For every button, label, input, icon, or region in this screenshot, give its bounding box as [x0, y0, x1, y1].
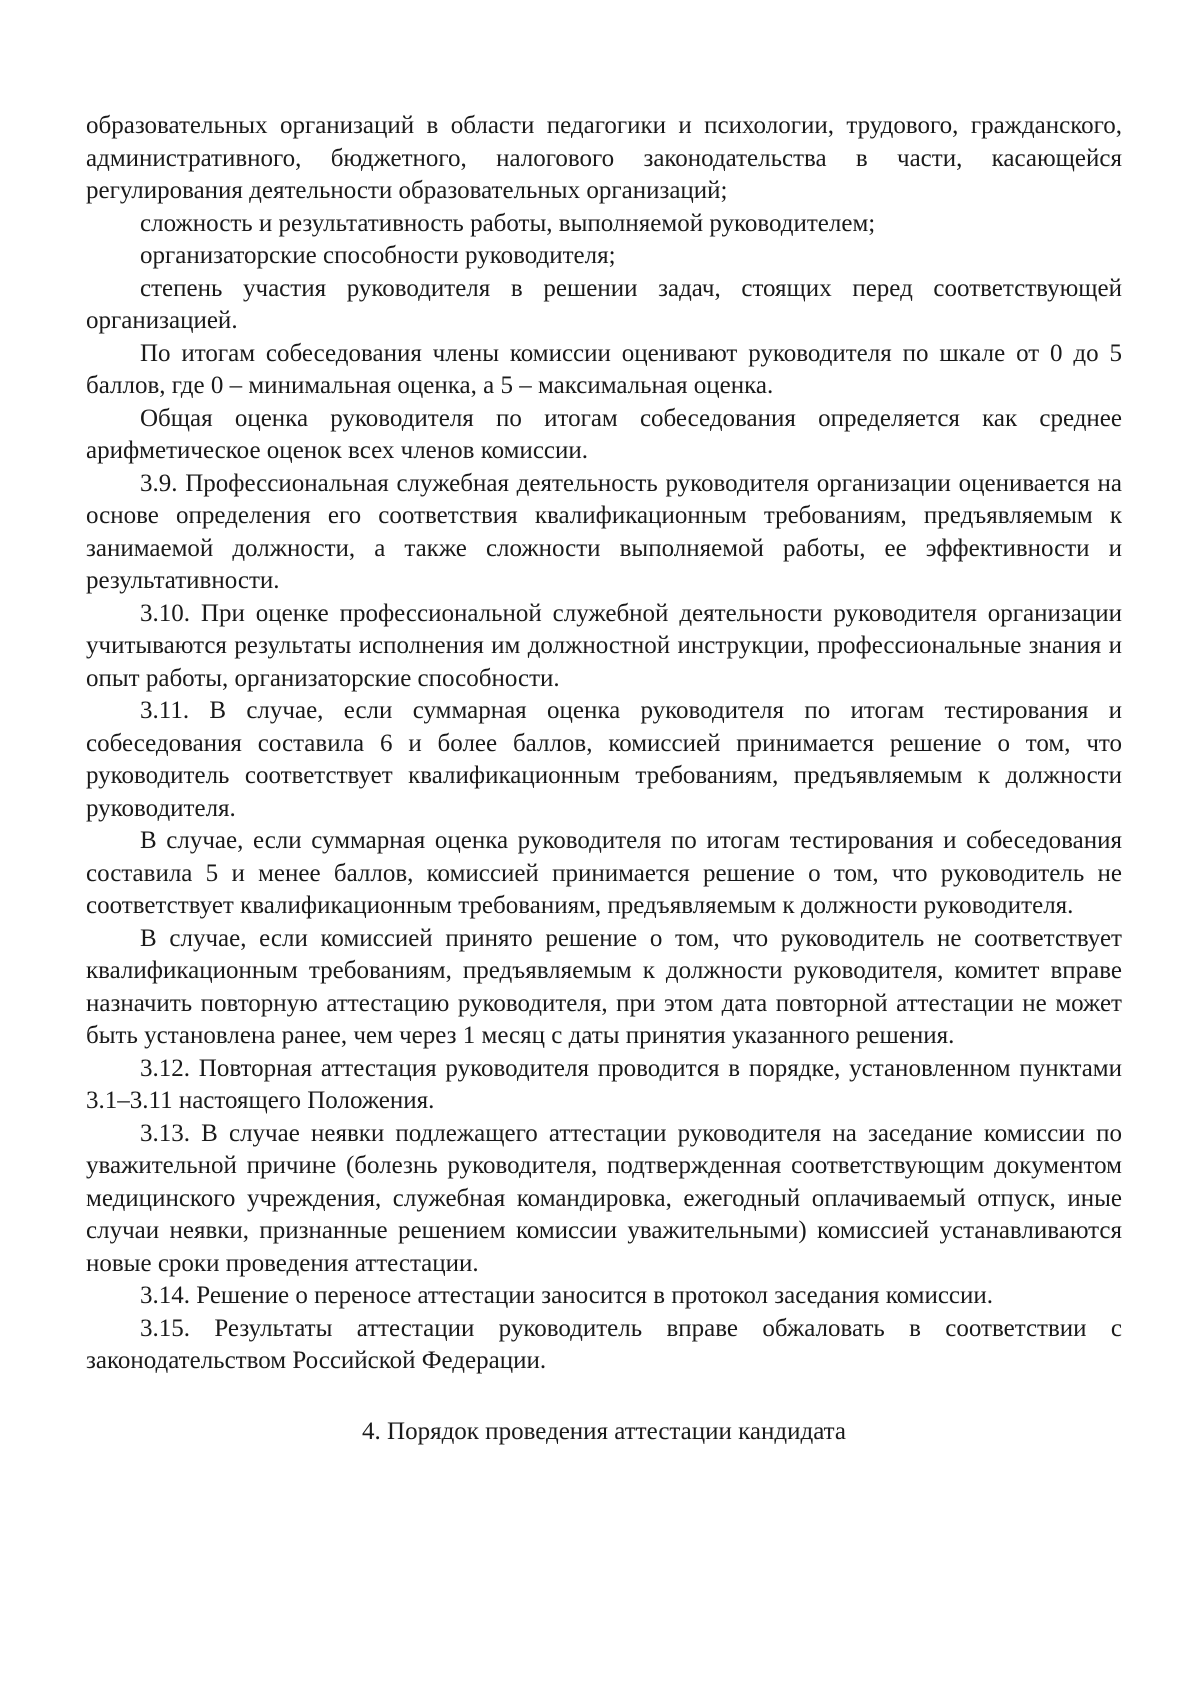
paragraph-criterion-participation: степень участия руководителя в решении задач, стоящих перед соответствующей организацией. [86, 274, 1122, 334]
paragraph-3-11-fail: В случае, если суммарная оценка руководителя по итогам тестирования и собеседования составила 5 и менее баллов, комиссией принимается решение о том, что руководитель не соответствует квалификационным требованиям, предъявляемым к должности руководителя. [86, 827, 1122, 919]
paragraph-3-9: 3.9. Профессиональная служебная деятельность руководителя организации оценивается на основе определения его соответствия квалификационным требованиям, предъявляемым к занимаемой должности, а также сложности выполняемой работы, ее эффективности и результативности. [86, 469, 1122, 594]
paragraph-3-10: 3.10. При оценке профессиональной служебной деятельности руководителя организации учитываются результаты исполнения им должностной инструкции, профессиональные знания и опыт работы, организаторские способности. [86, 599, 1122, 692]
paragraph-3-14: 3.14. Решение о переносе аттестации заносится в протокол заседания комиссии. [140, 1282, 994, 1309]
paragraph-3-11-repeat: В случае, если комиссией принято решение о том, что руководитель не соответствует квалификационным требованиям, предъявляемым к должности руководителя, комитет вправе назначить повторную аттестацию руководителя, при этом дата повторной аттестации не может быть установлена ранее, чем через 1 месяц с даты принятия указанного решения. [86, 924, 1122, 1049]
document-page [86, 110, 1122, 1448]
paragraph-3-13: 3.13. В случае неявки подлежащего аттестации руководителя на заседание комиссии по уважительной причине (болезнь руководителя, подтвержденная соответствующим документом медицинского учреждения, служебная командировка, ежегодный оплачиваемый отпуск, иные случаи неявки, признанные решением комиссии уважительными) комиссией устанавливаются новые сроки проведения аттестации. [86, 1119, 1122, 1277]
paragraph-criterion-organizational: организаторские способности руководителя; [140, 242, 616, 269]
paragraph-continuation: образовательных организаций в области педагогики и психологии, трудового, гражданского, административного, бюджетного, налогового законодательства в части, касающейся регулирования деятельности образовательных организаций; [86, 112, 1122, 204]
paragraph-3-15: 3.15. Результаты аттестации руководитель вправе обжаловать в соответствии с законодательством Российской Федерации. [86, 1314, 1122, 1374]
paragraph-interview-scale: По итогам собеседования члены комиссии оценивают руководителя по шкале от 0 до 5 баллов, где 0 – минимальная оценка, а 5 – максимальная оценка. [86, 339, 1122, 399]
section-heading: 4. Порядок проведения аттестации кандидата [362, 1417, 846, 1445]
paragraph-interview-average: Общая оценка руководителя по итогам собеседования определяется как среднее арифметическое оценок всех членов комиссии. [86, 404, 1122, 464]
paragraph-criterion-complexity: сложность и результативность работы, выполняемой руководителем; [140, 209, 876, 237]
paragraph-3-11: 3.11. В случае, если суммарная оценка руководителя по итогам тестирования и собеседования составила 6 и более баллов, комиссией принимается решение о том, что руководитель соответствует квалификационным требованиям, предъявляемым к должности руководителя. [86, 697, 1122, 822]
paragraph-3-12: 3.12. Повторная аттестация руководителя проводится в порядке, установленном пунктами 3.1–3.11 настоящего Положения. [86, 1054, 1122, 1114]
